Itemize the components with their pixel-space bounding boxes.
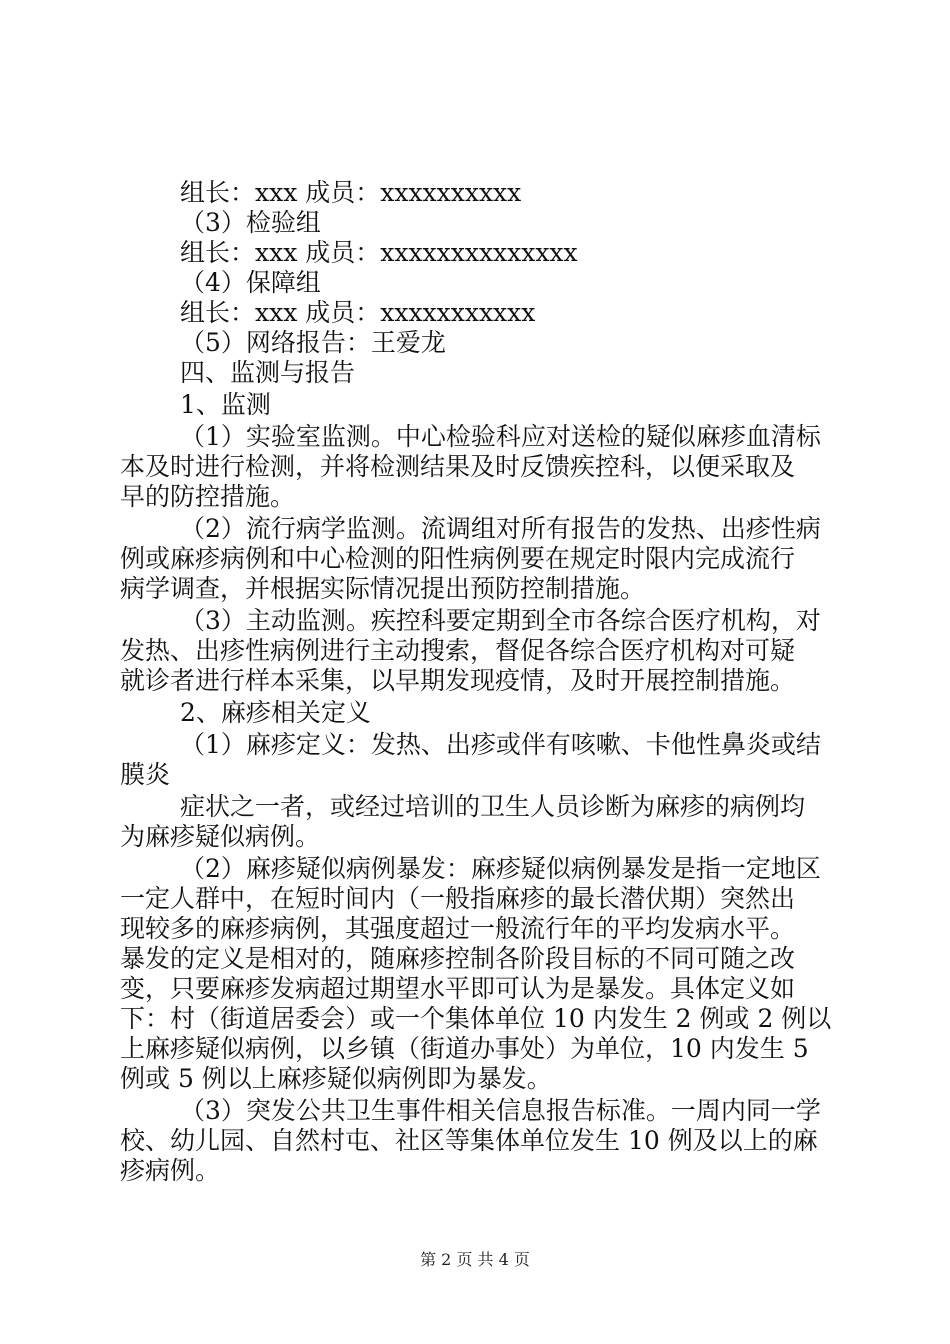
text-line: （3）主动监测。疾控科要定期到全市各综合医疗机构，对 xyxy=(180,606,821,635)
text-line: 暴发的定义是相对的，随麻疹控制各阶段目标的不同可随之改 xyxy=(120,944,796,973)
text-line: 症状之一者，或经过培训的卫生人员诊断为麻疹的病例均 xyxy=(180,792,806,821)
text-line: 膜炎 xyxy=(120,760,171,789)
text-line: 发热、出疹性病例进行主动搜索，督促各综合医疗机构对可疑 xyxy=(120,636,796,665)
text-line: 校、幼儿园、自然村屯、社区等集体单位发生 10 例及以上的麻 xyxy=(120,1126,818,1155)
text-line: （3）突发公共卫生事件相关信息报告标准。一周内同一学 xyxy=(180,1096,821,1125)
page-footer: 第 2 页 共 4 页 xyxy=(420,1250,530,1269)
text-line: （5）网络报告：王爱龙 xyxy=(180,328,446,357)
text-line: （1）麻疹定义：发热、出疹或伴有咳嗽、卡他性鼻炎或结 xyxy=(180,730,821,759)
text-line: 早的防控措施。 xyxy=(120,482,296,511)
section-heading: 四、监测与报告 xyxy=(180,358,356,387)
subsection-heading: 2、麻疹相关定义 xyxy=(180,698,371,727)
text-line: （4）保障组 xyxy=(180,268,321,297)
text-line: （1）实验室监测。中心检验科应对送检的疑似麻疹血清标 xyxy=(180,422,821,451)
text-line: 为麻疹疑似病例。 xyxy=(120,822,321,851)
text-line: 现较多的麻疹病例，其强度超过一般流行年的平均发病水平。 xyxy=(120,914,796,943)
text-line: 组长：xxx 成员：xxxxxxxxxxxxxx xyxy=(180,238,578,267)
text-line: 组长：xxx 成员：xxxxxxxxxxx xyxy=(180,298,536,327)
text-line: 下：村（街道居委会）或一个集体单位 10 内发生 2 例或 2 例以 xyxy=(120,1004,832,1033)
text-line: （2）麻疹疑似病例暴发：麻疹疑似病例暴发是指一定地区 xyxy=(180,854,821,883)
text-line: （2）流行病学监测。流调组对所有报告的发热、出疹性病 xyxy=(180,514,821,543)
text-line: 例或麻疹病例和中心检测的阳性病例要在规定时限内完成流行 xyxy=(120,544,796,573)
text-line: （3）检验组 xyxy=(180,208,321,237)
text-line: 本及时进行检测，并将检测结果及时反馈疾控科，以便采取及 xyxy=(120,452,796,481)
text-line: 病学调查，并根据实际情况提出预防控制措施。 xyxy=(120,574,646,603)
text-line: 疹病例。 xyxy=(120,1156,221,1185)
text-line: 上麻疹疑似病例，以乡镇（街道办事处）为单位，10 内发生 5 xyxy=(120,1034,809,1063)
text-line: 就诊者进行样本采集，以早期发现疫情，及时开展控制措施。 xyxy=(120,666,796,695)
subsection-heading: 1、监测 xyxy=(180,390,271,419)
text-line: 变，只要麻疹发病超过期望水平即可认为是暴发。具体定义如 xyxy=(120,974,796,1003)
text-line: 一定人群中，在短时间内（一般指麻疹的最长潜伏期）突然出 xyxy=(120,884,796,913)
text-line: 例或 5 例以上麻疹疑似病例即为暴发。 xyxy=(120,1064,552,1093)
text-line: 组长：xxx 成员：xxxxxxxxxx xyxy=(180,178,522,207)
